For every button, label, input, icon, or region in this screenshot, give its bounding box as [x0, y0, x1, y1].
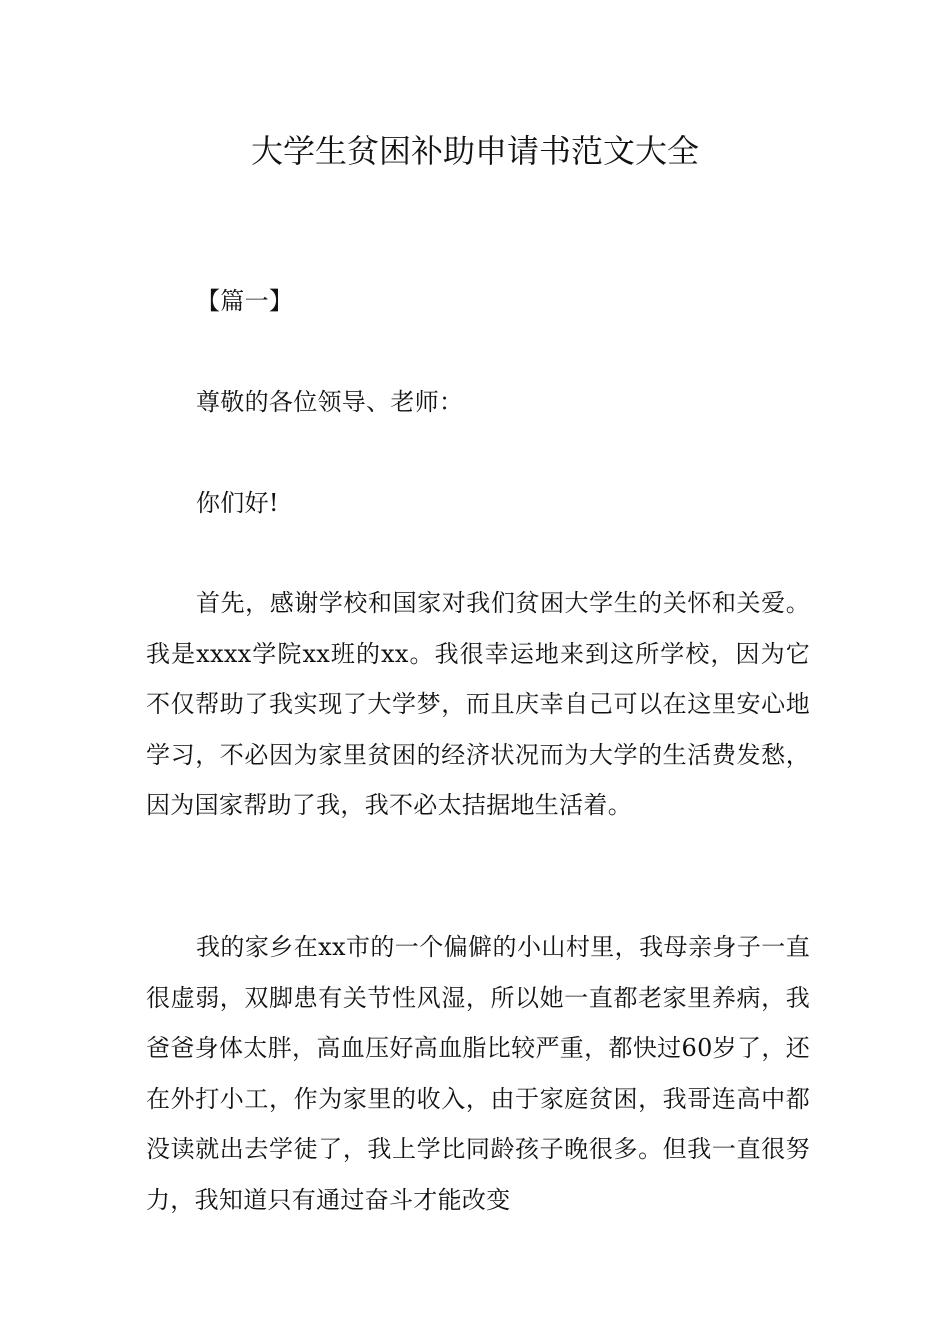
body-paragraph: 我的家乡在xx市的一个偏僻的小山村里，我母亲身子一直很虚弱，双脚患有关节性风湿，所以她一直都老家里养病，我爸爸身体太胖，高血压好高血脂比较严重，都快过60岁了，还在外打小工，作为家里的收入，由于家庭贫困，我哥连高中都没读就出去学徒了，我上学比同龄孩子晚很多。但我一直很努力，我知道只有通过奋斗才能改变 — [146, 933, 810, 1214]
body-paragraph: 首先，感谢学校和国家对我们贫困大学生的关怀和关爱。我是xxxx学院xx班的xx。我很幸运地来到这所学校，因为它不仅帮助了我实现了大学梦，而且庆幸自己可以在这里安心地学习，不必因为家里贫困的经济状况而为大学的生活费发愁，因为国家帮助了我，我不必太拮据地生活着。 — [146, 589, 810, 819]
document-title: 大学生贫困补助申请书范文大全 — [250, 132, 699, 170]
greeting: 你们好! — [196, 489, 279, 517]
salutation: 尊敬的各位领导、老师： — [196, 388, 464, 416]
section-label: 【篇一】 — [196, 287, 294, 315]
